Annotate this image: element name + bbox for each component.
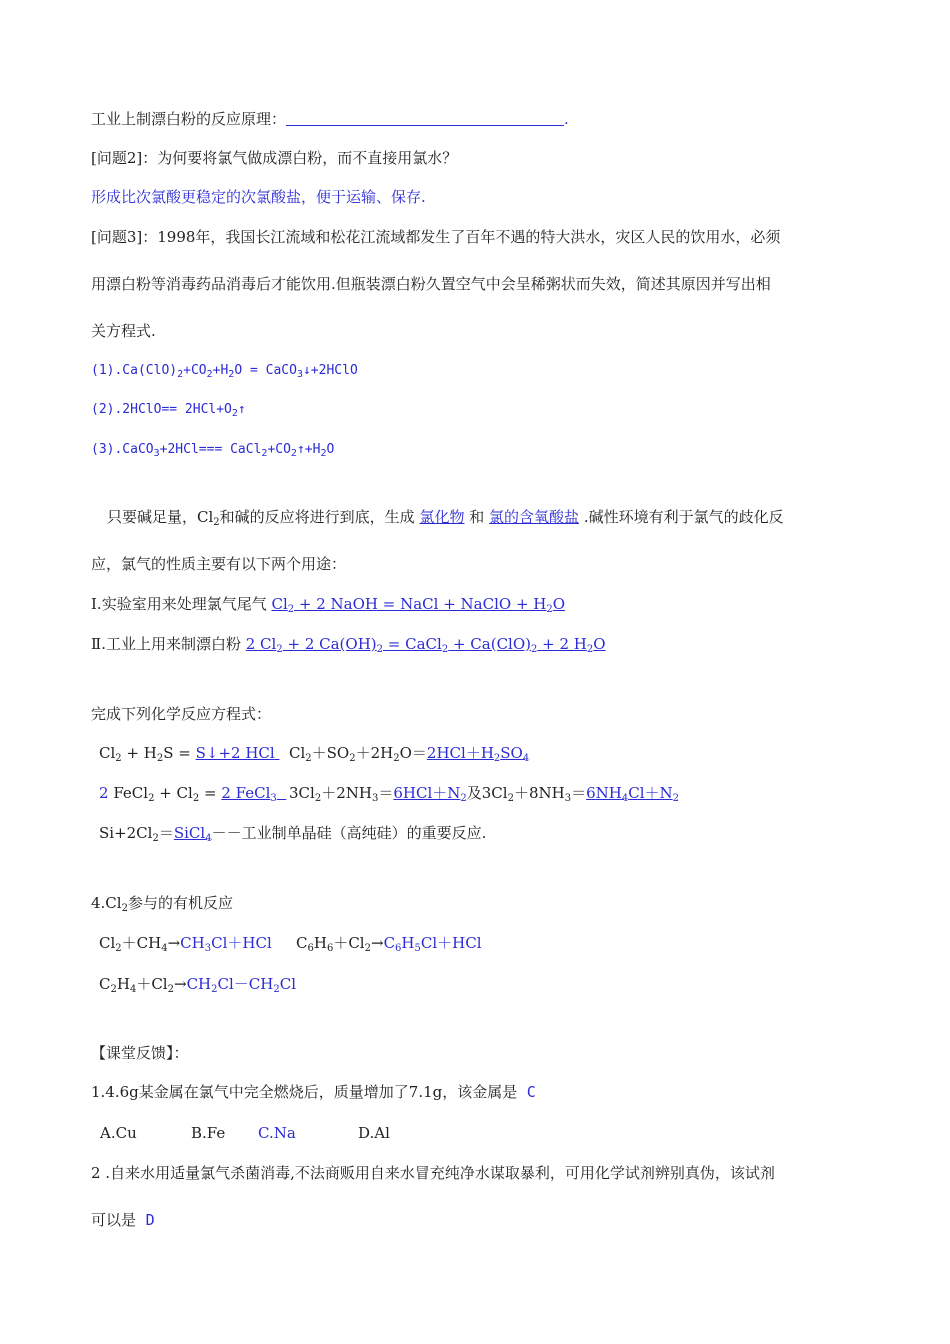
use-1-equation: $Cl_2 + 2$ NaOH = NaCl + NaClO + $H_2O$ (271, 595, 566, 615)
feedback-q2-answer: D (145, 1211, 155, 1229)
base-paragraph-line1: 只要碱足量，$Cl_2$和碱的反应将进行到底，生成 氯化物 和 氯的含氧酸盐 .碱性环境有利于氯气的歧化反 (107, 508, 784, 528)
organic-title: $4.Cl_2$参与的有机反应 (91, 894, 233, 914)
question-3-line2: 用漂白粉等消毒药品消毒后才能饮用.但瓶装漂白粉久置空气中会呈稀粥状而失效，简述其原因并写出相 (91, 275, 771, 293)
reaction-4-answer-1: $6HCl+N_2$ (393, 784, 467, 804)
reaction-3: 2 FeCl$_2$ + $Cl_2 = 2$ FeCl$_3$ (99, 782, 286, 804)
answer-oxysalt: 氯的含氧酸盐 (489, 508, 580, 526)
reaction-2: $Cl_2+SO_2+2H_2O=2HCl+H_2SO_4$ (289, 744, 530, 764)
industrial-principle-line (91, 108, 569, 130)
equation-3: (3).CaCO$_3$+2HCl=== $CaCl_2+CO_2↑+H_2O$ (91, 442, 335, 459)
equation-2: (2).2HClO== $2HCl+O_2↑$ (91, 402, 246, 419)
use-2-equation: 2 $Cl_2 + 2$ $Ca(OH)_2$ = CaCl$_2$ + $Ca(ClO)_2 + 2$ $H_2O$ (245, 635, 606, 655)
reaction-5: $Si+2Cl_2=SiCl_4--$工业制单晶硅（高纯硅）的重要反应. (99, 824, 487, 844)
organic-reaction-3: $C_2H_4+Cl_2\to CH_2Cl-CH_2Cl$ (99, 975, 296, 995)
feedback-q1-answer: C (526, 1083, 536, 1101)
complete-title: 完成下列化学反应方程式： (91, 705, 272, 723)
reaction-1-answer: S↓+2 HCl (195, 744, 275, 762)
question-3-line1: [问题3]：1998年，我国长江流域和松花江流域都发生了百年不遇的特大洪水，灾区人民的饮用水，必须 (91, 228, 781, 246)
equation-1: $(1).Ca(ClO)_2+CO_2+H_2O$ = CaCO$_3$↓+2HClO (91, 363, 358, 380)
reaction-4-answer-2: $6NH_4Cl+N_2$ (586, 784, 679, 804)
reaction-3-answer: 2 FeCl$_3$ (221, 784, 277, 804)
option-a[interactable]: A.Cu (100, 1124, 137, 1142)
base-paragraph-line2: 应，氯气的性质主要有以下两个用途： (91, 555, 347, 573)
option-c[interactable]: C.Na (258, 1124, 296, 1142)
period: . (564, 110, 569, 128)
option-b[interactable]: B.Fe (191, 1124, 226, 1142)
organic-reaction-1: $Cl_2+CH_4\to CH_3Cl+HCl$ (99, 934, 272, 954)
feedback-q1: 1.4.6g某金属在氯气中完全燃烧后，质量增加了7.1g，该金属是 C (91, 1083, 536, 1101)
question-2: [问题2]：为何要将氯气做成漂白粉，而不直接用氯水？ (91, 149, 458, 167)
feedback-q2-line2: 可以是 D (91, 1211, 155, 1229)
question-2-answer: 形成比次氯酸更稳定的次氯酸盐，便于运输、保存. (91, 188, 426, 206)
reaction-1: $Cl_2 + H_2S$ = S↓+2 HCl (99, 744, 275, 764)
organic-reaction-2: $C_6H_6+Cl_2\to C_6H_5Cl+HCl$ (296, 934, 482, 954)
industrial-principle-label: 工业上制漂白粉的反应原理： (91, 110, 287, 128)
reaction-4: $3Cl_2+2NH_3=6HCl+N_2$及$3Cl_2+8NH_3=6NH_4Cl+N_2$ (289, 784, 679, 804)
feedback-q2-line1: 2 .自来水用适量氯气杀菌消毒,不法商贩用自来水冒充纯净水谋取暴利，可用化学试剂辨别真伪，该试剂 (91, 1164, 775, 1182)
use-1: Ⅰ.实验室用来处理氯气尾气 $Cl_2 + 2$ NaOH = NaCl + NaClO + $H_2O$ (91, 595, 566, 615)
answer-chloride: 氯化物 (419, 508, 465, 526)
use-2: Ⅱ.工业上用来制漂白粉 2 $Cl_2 + 2$ $Ca(OH)_2$ = CaCl$_2$ + $Ca(ClO)_2 + 2$ $H_2O$ (91, 635, 606, 655)
option-d[interactable]: D.Al (358, 1124, 390, 1142)
reaction-2-answer: $2HCl+H_2SO_4$ (426, 744, 530, 764)
answer-blank[interactable] (286, 111, 564, 126)
question-3-line3: 关方程式. (91, 322, 156, 340)
reaction-5-answer: SiCl$_4$ (173, 824, 212, 844)
feedback-title: 【课堂反馈】： (91, 1044, 189, 1062)
